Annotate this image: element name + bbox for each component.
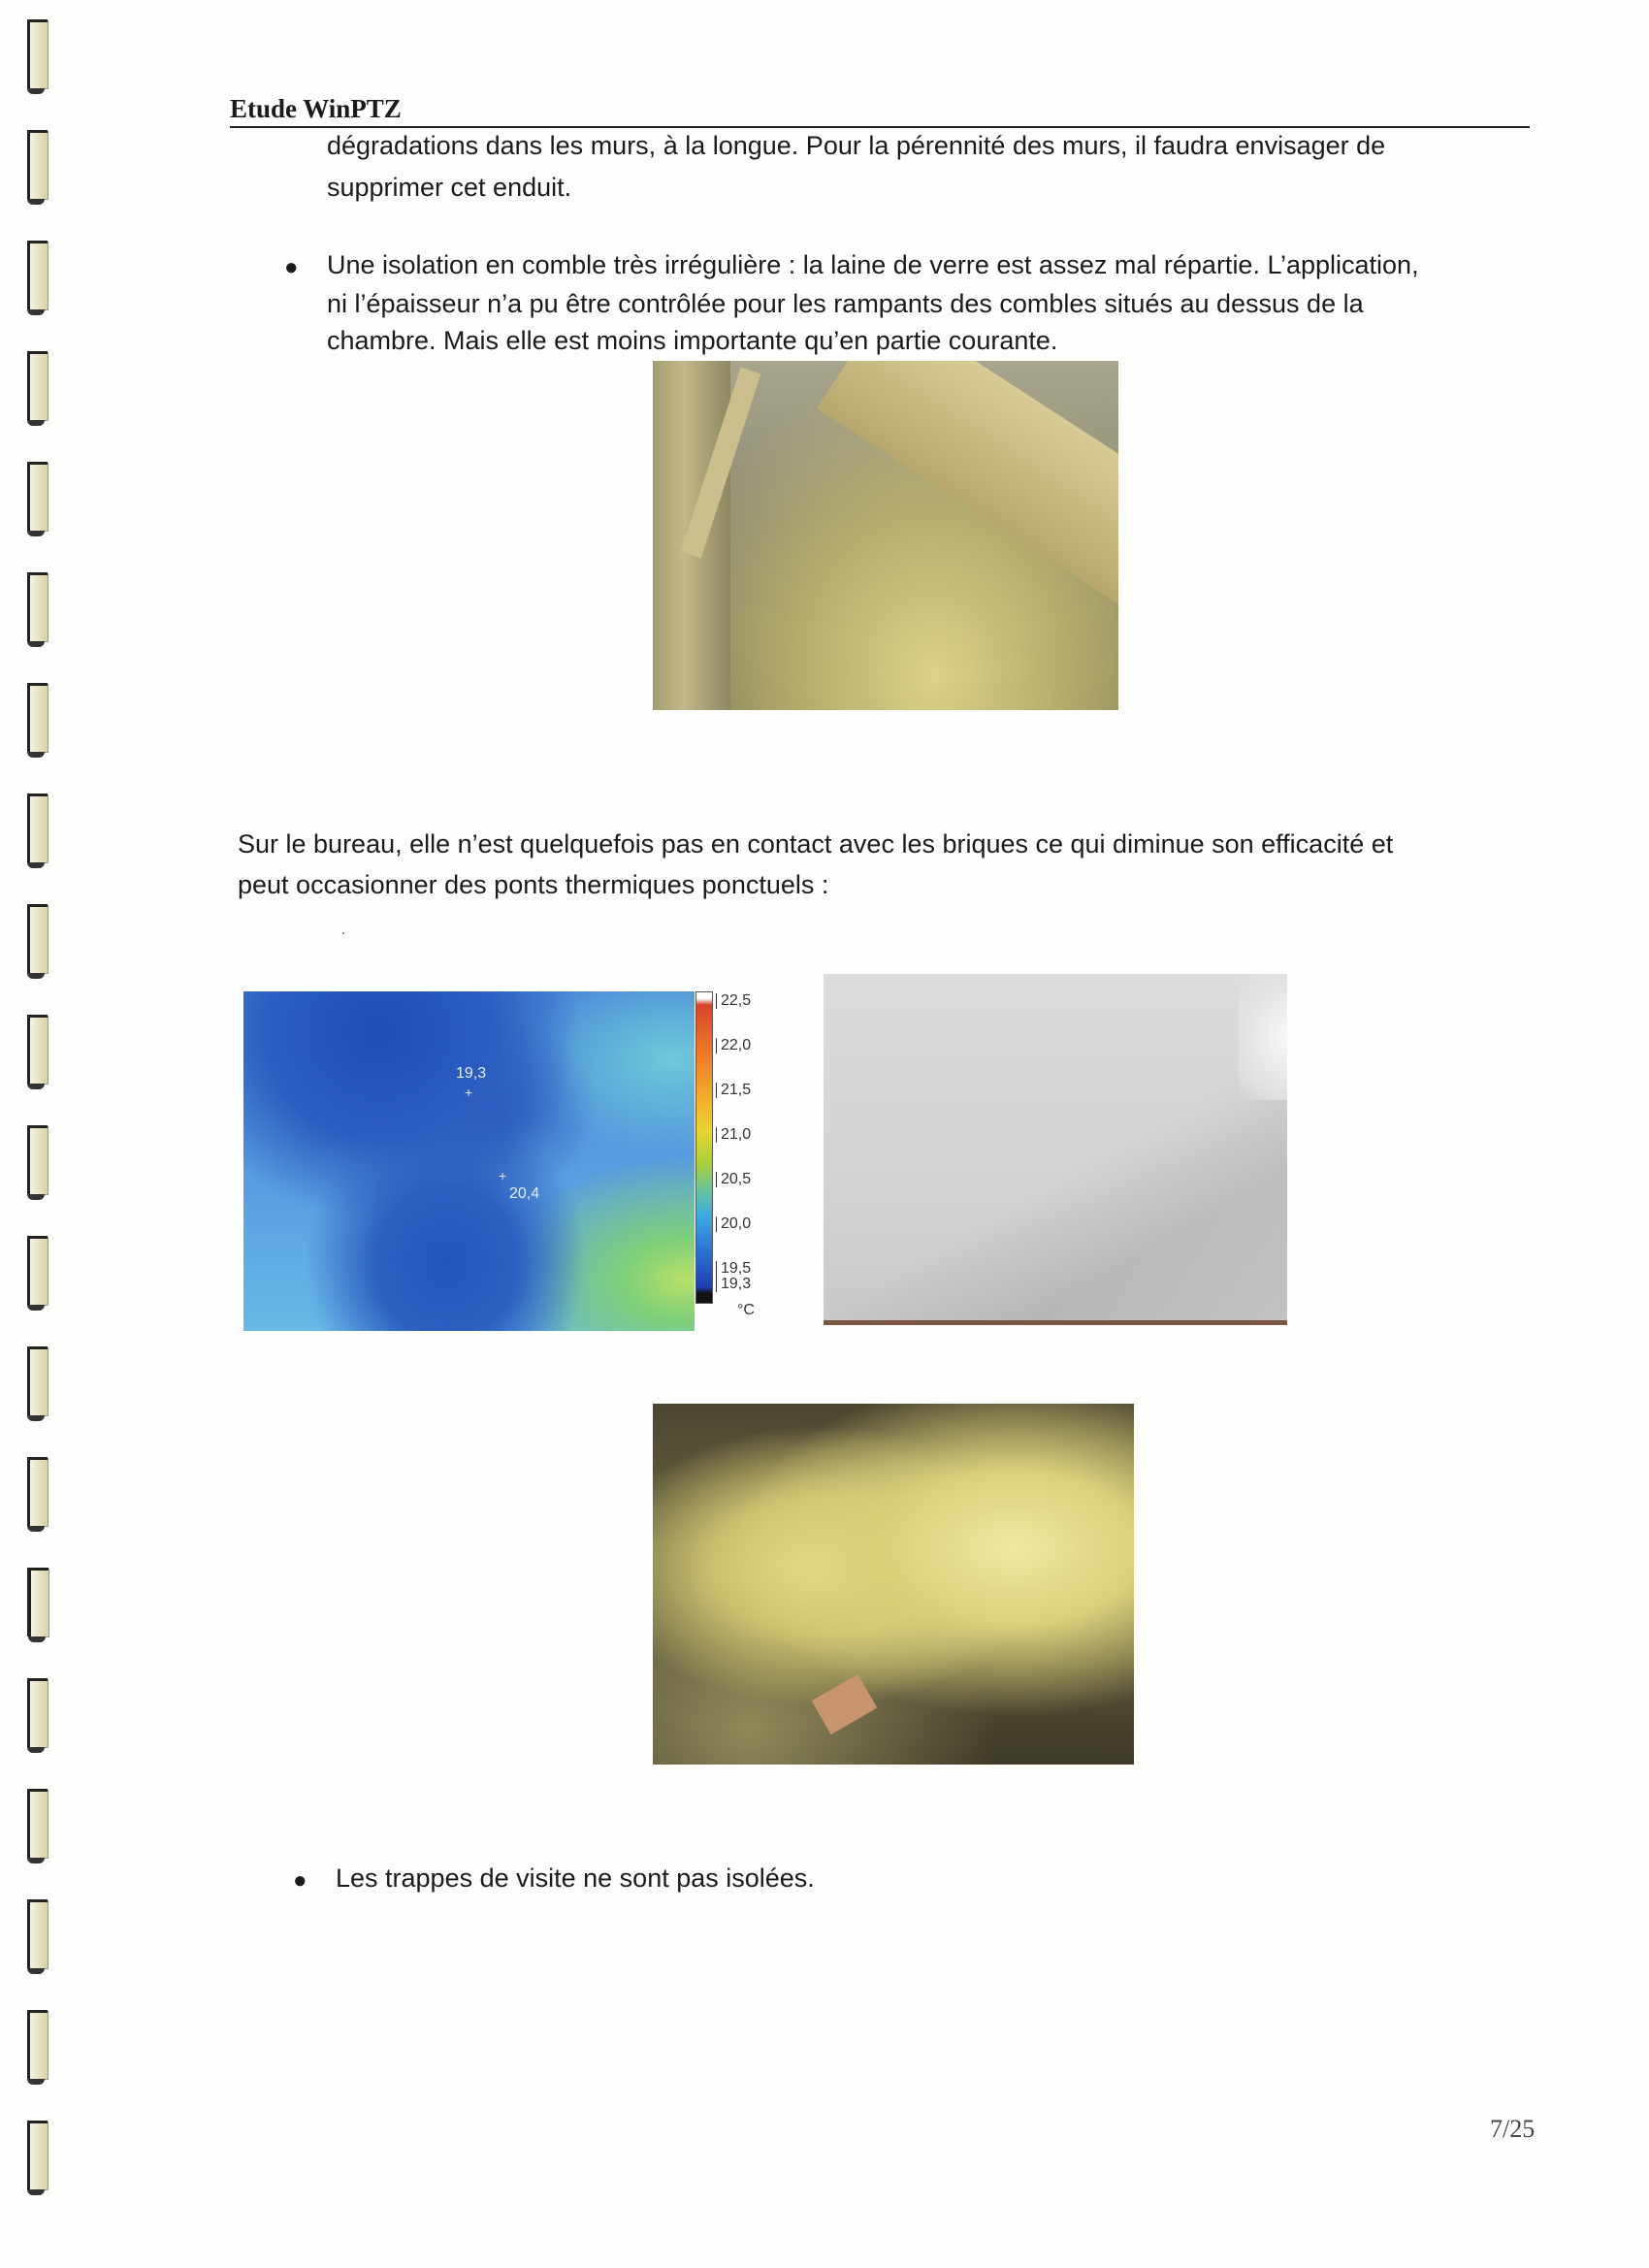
bullet-line: Les trappes de visite ne sont pas isolées. [336, 1863, 815, 1893]
temperature-scale-bar [695, 991, 713, 1304]
wall-corner [1239, 974, 1287, 1100]
binder-ring [27, 19, 48, 88]
scale-tick: 19,3 [716, 1277, 751, 1292]
scale-tick: 21,5 [716, 1083, 751, 1098]
thermal-spot-2: 20,4 [509, 1185, 540, 1202]
binder-ring [27, 2010, 48, 2079]
binder-ring [27, 572, 48, 641]
page-number: 7/25 [1490, 2115, 1536, 2143]
scale-tick: 22,0 [716, 1038, 751, 1053]
binder-rings [0, 0, 78, 2268]
paragraph-line: dégradations dans les murs, à la longue. Pour la pérennité des murs, il faudra envisager de [327, 131, 1386, 160]
binder-ring [27, 130, 48, 199]
binder-ring [27, 241, 48, 309]
bullet-line: ni l’épaisseur n’a pu être contrôlée pour les rampants des combles situés au dessus de la [327, 289, 1364, 318]
binder-ring [27, 683, 48, 752]
binder-ring [27, 1015, 48, 1084]
running-header [230, 94, 1530, 128]
bullet-icon: ● [284, 254, 299, 280]
binder-ring [27, 1678, 48, 1747]
scale-tick: 20,0 [716, 1216, 751, 1232]
bullet-line: Une isolation en comble très irrégulière : la laine de verre est assez mal répartie. L’application, [327, 250, 1419, 279]
insulation-photo [653, 1404, 1134, 1765]
stray-dot: . [341, 922, 345, 937]
scale-tick: 21,0 [716, 1127, 751, 1143]
binder-ring [27, 1789, 48, 1858]
paragraph-line: peut occasionner des ponts thermiques ponctuels : [238, 870, 829, 899]
header-title: Etude WinPTZ [230, 94, 402, 123]
scale-tick: 22,5 [716, 993, 751, 1009]
binder-ring [27, 351, 48, 420]
wall-photo [824, 974, 1287, 1325]
binder-ring [27, 904, 48, 973]
rafter [817, 361, 1118, 631]
binder-ring [27, 462, 48, 531]
wall-edge [824, 1320, 1287, 1325]
scale-tick: 20,5 [716, 1172, 751, 1187]
thermal-spot-1: 19,3 [456, 1065, 487, 1082]
binder-ring [27, 1457, 48, 1526]
binder-ring [27, 1346, 48, 1415]
scale-unit: °C [737, 1302, 755, 1318]
paragraph-line: Sur le bureau, elle n’est quelquefois pas en contact avec les briques ce qui diminue son efficacité et [238, 829, 1394, 859]
bullet-line: chambre. Mais elle est moins importante qu’en partie courante. [327, 326, 1058, 355]
bullet-icon: ● [293, 1867, 307, 1894]
binder-ring [27, 1568, 48, 1636]
attic-photo [653, 361, 1118, 710]
binder-ring [27, 794, 48, 862]
paragraph-line: supprimer cet enduit. [327, 173, 572, 202]
binder-ring [27, 1125, 48, 1194]
binder-ring [27, 1899, 48, 1968]
binder-ring [27, 2121, 48, 2189]
crosshair-icon: + [499, 1168, 507, 1183]
brick-fragment [812, 1674, 878, 1734]
crosshair-icon: + [465, 1085, 473, 1100]
thermal-image [243, 991, 695, 1331]
scale-tick: 19,5 [716, 1261, 751, 1277]
binder-ring [27, 1236, 48, 1305]
